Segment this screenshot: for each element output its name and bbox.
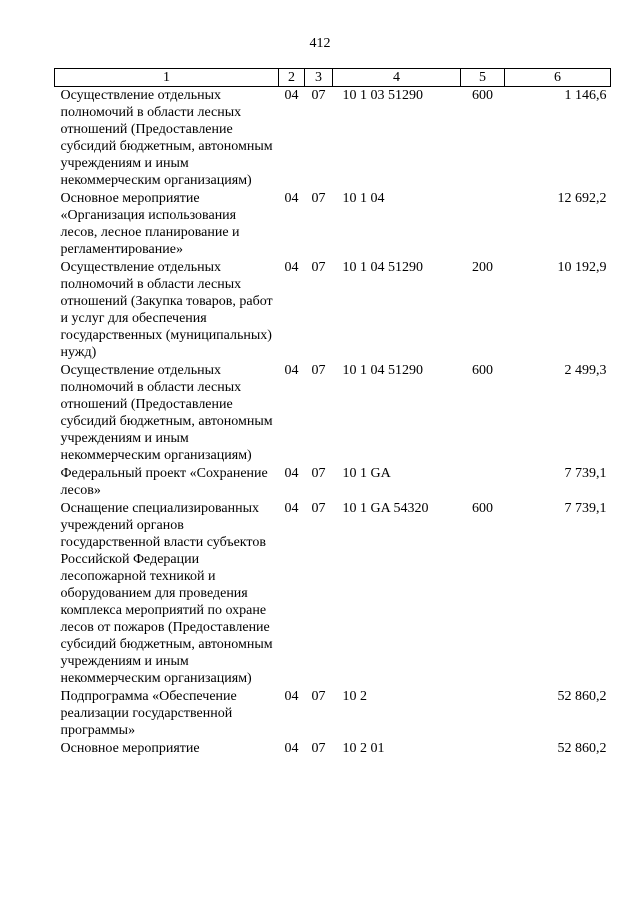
table-row	[55, 259, 611, 362]
row-expense-type	[461, 740, 505, 758]
row-expense-type: 600	[472, 363, 493, 378]
table-header	[55, 69, 611, 87]
row-expense-type	[461, 688, 505, 740]
row-expense-type: 600	[472, 88, 493, 103]
row-target-code: 10 2 01	[342, 741, 385, 756]
row-name: Осуществление отдельных полномочий в области лесных отношений (Закупка товаров, работ и услуг для обеспечения государственных (муниципальных) нужд)	[60, 260, 273, 360]
row-name: Подпрограмма «Обеспечение реализации государственной программы»	[60, 689, 237, 738]
row-subsection: 07	[311, 260, 326, 275]
row-name: Основное мероприятие «Организация использования лесов, лесное планирование и регламентирование»	[60, 191, 240, 257]
row-subsection: 07	[311, 689, 326, 704]
row-subsection: 07	[311, 741, 326, 756]
row-target-code: 10 2	[342, 689, 367, 704]
row-expense-type	[461, 190, 505, 259]
row-target-code: 10 1 04 51290	[342, 260, 423, 275]
row-target-code: 10 1 04	[342, 191, 385, 206]
row-amount: 12 692,2	[557, 191, 607, 206]
budget-table	[54, 68, 611, 758]
header-col-6: 6	[505, 69, 611, 87]
header-col-5: 5	[461, 69, 505, 87]
row-subsection: 07	[311, 466, 326, 481]
header-col-3: 3	[305, 69, 333, 87]
row-name: Осуществление отдельных полномочий в области лесных отношений (Предоставление субсидий бюджетным, автономным учреждениям и иным некоммерческим организациям)	[60, 363, 273, 463]
row-subsection: 07	[311, 88, 326, 103]
row-subsection: 07	[311, 363, 326, 378]
row-section: 04	[284, 191, 299, 206]
row-name: Федеральный проект «Сохранение лесов»	[60, 466, 268, 498]
row-expense-type: 200	[472, 260, 493, 275]
header-col-1: 1	[55, 69, 279, 87]
row-target-code: 10 1 GA	[342, 466, 391, 481]
row-amount: 7 739,1	[564, 466, 607, 481]
table-row	[55, 87, 611, 191]
row-expense-type	[461, 465, 505, 500]
row-name: Основное мероприятие	[60, 741, 200, 756]
table-body	[55, 87, 611, 759]
table-row	[55, 362, 611, 465]
row-amount: 2 499,3	[564, 363, 607, 378]
header-col-2: 2	[279, 69, 305, 87]
row-target-code: 10 1 04 51290	[342, 363, 423, 378]
header-row	[55, 69, 611, 87]
row-amount: 1 146,6	[564, 88, 607, 103]
row-amount: 52 860,2	[557, 741, 607, 756]
row-name: Осуществление отдельных полномочий в области лесных отношений (Предоставление субсидий бюджетным, автономным учреждениям и иным некоммерческим организациям)	[60, 88, 273, 188]
row-section: 04	[284, 363, 299, 378]
table-row	[55, 465, 611, 500]
row-target-code: 10 1 GA 54320	[342, 501, 429, 516]
table-row	[55, 190, 611, 259]
row-section: 04	[284, 466, 299, 481]
row-section: 04	[284, 741, 299, 756]
row-amount: 10 192,9	[557, 260, 607, 275]
row-subsection: 07	[311, 501, 326, 516]
row-name: Оснащение специализированных учреждений органов государственной власти субъектов Российской Федерации лесопожарной техникой и оборудованием для проведения комплекса мероприятий по охране лесов от пожаров (Предоставление субсидий бюджетным, автономным учреждениям и иным некоммерческим организациям)	[60, 501, 273, 686]
header-col-4: 4	[333, 69, 461, 87]
row-subsection: 07	[311, 191, 326, 206]
row-expense-type: 600	[472, 501, 493, 516]
row-section: 04	[284, 88, 299, 103]
table-row	[55, 500, 611, 688]
row-section: 04	[284, 501, 299, 516]
table-row	[55, 740, 611, 758]
page-number: 412	[309, 36, 331, 51]
row-section: 04	[284, 260, 299, 275]
row-amount: 52 860,2	[557, 689, 607, 704]
row-amount: 7 739,1	[564, 501, 607, 516]
table-row	[55, 688, 611, 740]
row-target-code: 10 1 03 51290	[342, 88, 423, 103]
row-section: 04	[284, 689, 299, 704]
